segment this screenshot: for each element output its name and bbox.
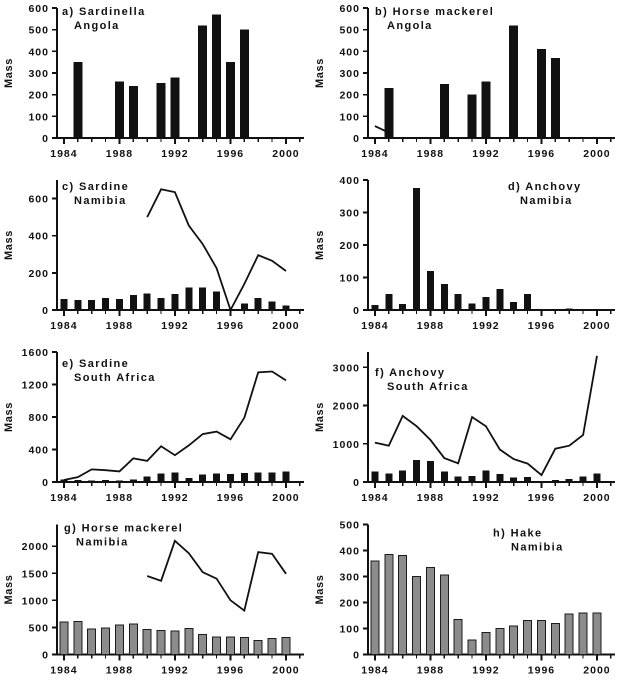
bar-1996 — [226, 637, 234, 654]
bar-1994 — [510, 626, 518, 655]
bar-1985 — [74, 300, 81, 310]
x-tick-label: 2000 — [583, 320, 611, 332]
bar-1990 — [455, 476, 462, 482]
bar-1988 — [427, 271, 434, 310]
bar-1989 — [440, 575, 448, 654]
chart-c — [0, 172, 311, 344]
bar-1984 — [60, 299, 67, 310]
y-tick-label: 800 — [28, 412, 49, 424]
bar-1991 — [158, 298, 165, 310]
bar-1995 — [524, 294, 531, 310]
bar-1994 — [510, 302, 517, 310]
x-tick-label: 1996 — [527, 664, 556, 677]
bar-1989 — [129, 624, 137, 654]
chart-a — [0, 0, 311, 172]
chart-b — [311, 0, 622, 172]
bar-series — [371, 460, 600, 482]
y-tick-label: 1600 — [21, 347, 49, 359]
bar-1988 — [115, 82, 124, 138]
bar-1993 — [185, 288, 192, 310]
x-tick-label: 1984 — [50, 148, 78, 160]
bar-1999 — [580, 476, 587, 482]
bar-1990 — [454, 619, 462, 654]
x-tick-label: 1992 — [161, 320, 189, 332]
y-tick-label: 100 — [339, 272, 360, 285]
bar-1991 — [468, 95, 477, 138]
x-tick-label: 1984 — [50, 320, 78, 332]
bar-1988 — [115, 625, 123, 655]
bar-1985 — [385, 554, 393, 654]
bar-1987 — [102, 480, 109, 482]
x-tick-label: 2000 — [272, 664, 300, 677]
y-tick-label: 0 — [353, 477, 360, 489]
bar-1990 — [455, 294, 462, 310]
bar-1996 — [226, 62, 235, 138]
bar-1984 — [371, 471, 378, 482]
y-tick-label: 100 — [28, 111, 49, 124]
bar-series — [73, 15, 249, 139]
bar-1984 — [60, 622, 68, 655]
bar-2000 — [282, 305, 289, 310]
bar-1997 — [552, 480, 559, 482]
bar-1997 — [552, 309, 559, 310]
bar-1991 — [469, 304, 476, 311]
panel-subtitle: Namibia — [520, 195, 573, 207]
bar-1989 — [130, 295, 137, 310]
bar-1991 — [468, 640, 476, 654]
y-axis-label: Mass — [3, 402, 15, 432]
panel-subtitle: Namibia — [511, 541, 564, 554]
x-tick-label: 1992 — [472, 664, 500, 677]
y-tick-label: 1500 — [21, 568, 49, 581]
y-tick-label: 200 — [339, 240, 360, 252]
bar-1999 — [268, 638, 276, 654]
x-tick-label: 1992 — [161, 492, 189, 504]
y-tick-label: 0 — [42, 133, 49, 145]
y-tick-label: 3000 — [332, 362, 360, 375]
bar-1995 — [213, 637, 221, 654]
y-tick-label: 300 — [339, 68, 360, 80]
bar-1990 — [144, 293, 151, 310]
x-tick-label: 1992 — [472, 320, 500, 332]
bar-1994 — [510, 477, 517, 482]
bar-1986 — [88, 480, 95, 482]
y-tick-label: 200 — [28, 89, 49, 102]
bar-1995 — [524, 621, 532, 655]
y-tick-label: 400 — [28, 444, 49, 457]
panel-title: e) Sardine — [62, 358, 130, 370]
x-tick-label: 1988 — [416, 664, 445, 677]
bar-1993 — [185, 629, 193, 655]
y-tick-label: 500 — [339, 519, 360, 532]
chart-h — [311, 516, 622, 689]
x-tick-label: 1988 — [416, 148, 445, 160]
bar-1997 — [241, 304, 248, 311]
bar-1992 — [481, 82, 490, 138]
bar-1994 — [198, 25, 207, 138]
bar-1993 — [185, 478, 192, 482]
bar-1989 — [129, 86, 138, 138]
y-tick-label: 0 — [353, 305, 360, 317]
x-tick-label: 1984 — [50, 492, 78, 504]
x-tick-label: 1996 — [216, 320, 245, 332]
y-tick-label: 100 — [339, 623, 360, 636]
x-tick-label: 1996 — [216, 492, 245, 504]
y-tick-label: 0 — [42, 649, 49, 662]
bar-1994 — [199, 634, 207, 654]
y-tick-label: 300 — [339, 207, 360, 220]
x-tick-label: 1996 — [527, 320, 556, 332]
chart-g — [0, 516, 311, 689]
x-tick-label: 1988 — [105, 148, 134, 160]
panel-e — [0, 344, 311, 516]
bar-1992 — [171, 294, 178, 310]
bar-1999 — [269, 302, 276, 310]
x-tick-label: 1992 — [161, 664, 189, 677]
bar-1992 — [482, 632, 490, 654]
bar-1987 — [413, 577, 421, 655]
panel-title: g) Horse mackerel — [64, 522, 184, 535]
y-tick-label: 200 — [28, 267, 49, 280]
bar-1993 — [496, 629, 504, 655]
bar-2000 — [593, 474, 600, 482]
x-tick-label: 2000 — [583, 664, 611, 677]
bar-1987 — [102, 298, 109, 310]
bar-1985 — [385, 294, 392, 310]
bar-1992 — [171, 631, 179, 654]
bar-series — [60, 471, 289, 482]
bar-1991 — [157, 83, 166, 138]
bar-1993 — [496, 289, 503, 310]
y-tick-label: 500 — [339, 24, 360, 37]
y-axis-label: Mass — [314, 58, 326, 88]
bar-1998 — [565, 614, 573, 654]
bar-1997 — [241, 473, 248, 482]
y-axis-label: Mass — [3, 230, 15, 260]
y-tick-label: 200 — [339, 597, 360, 610]
bar-1996 — [537, 621, 545, 655]
panel-title: a) Sardinella — [62, 6, 146, 18]
x-tick-label: 1988 — [105, 320, 134, 332]
bar-1992 — [171, 473, 178, 482]
y-tick-label: 400 — [339, 46, 360, 59]
y-tick-label: 400 — [28, 230, 49, 243]
chart-e — [0, 344, 311, 516]
bar-1988 — [116, 299, 123, 310]
x-tick-label: 1984 — [361, 492, 389, 504]
chart-f — [311, 344, 622, 516]
bar-2000 — [593, 613, 601, 655]
y-tick-label: 400 — [28, 46, 49, 59]
x-tick-label: 2000 — [272, 320, 300, 332]
x-tick-label: 2000 — [272, 148, 300, 160]
bar-1986 — [399, 471, 406, 482]
bar-1985 — [74, 621, 82, 654]
bar-1996 — [538, 481, 545, 482]
bar-1985 — [73, 62, 82, 138]
bar-1997 — [240, 638, 248, 655]
y-tick-label: 400 — [339, 175, 360, 187]
panel-f — [311, 344, 622, 516]
bar-1995 — [524, 477, 531, 482]
x-tick-label: 2000 — [583, 492, 611, 504]
bar-1984 — [371, 561, 379, 655]
bar-1994 — [199, 288, 206, 310]
bar-1995 — [213, 291, 220, 310]
bar-1987 — [102, 628, 110, 655]
bar-1991 — [469, 476, 476, 482]
y-tick-label: 0 — [42, 305, 49, 317]
y-axis-label: Mass — [314, 402, 326, 432]
panel-title: c) Sardine — [62, 181, 130, 193]
x-tick-label: 1992 — [161, 148, 189, 160]
bar-1996 — [227, 474, 234, 482]
y-tick-label: 2000 — [21, 541, 49, 554]
bar-1984 — [371, 305, 378, 310]
x-tick-label: 1992 — [472, 148, 500, 160]
x-tick-label: 1996 — [216, 664, 245, 677]
bar-1989 — [130, 480, 137, 482]
x-tick-label: 1992 — [472, 492, 500, 504]
panel-subtitle: South Africa — [387, 381, 469, 393]
x-tick-label: 2000 — [583, 148, 611, 160]
panel-subtitle: Namibia — [76, 536, 129, 549]
bar-1998 — [254, 640, 262, 654]
x-tick-label: 1984 — [361, 148, 389, 160]
bar-1995 — [212, 15, 221, 139]
y-axis-label: Mass — [3, 58, 15, 88]
bar-1987 — [413, 460, 420, 482]
y-tick-label: 500 — [28, 622, 49, 635]
bar-1999 — [579, 613, 587, 655]
bar-1988 — [116, 480, 123, 482]
panel-subtitle: Angola — [387, 20, 433, 32]
x-tick-label: 1988 — [416, 492, 445, 504]
bar-1999 — [269, 472, 276, 482]
x-tick-label: 1988 — [416, 320, 445, 332]
bar-1997 — [551, 623, 559, 654]
bar-series — [60, 621, 290, 654]
bar-series — [60, 288, 289, 310]
bar-series — [371, 554, 601, 654]
bar-1992 — [170, 77, 179, 138]
line-series — [64, 372, 286, 481]
panel-d — [311, 172, 622, 344]
y-tick-label: 0 — [42, 477, 49, 489]
chart-d — [311, 172, 622, 344]
bar-1989 — [441, 284, 448, 310]
y-tick-label: 600 — [28, 3, 49, 15]
bar-1993 — [496, 474, 503, 482]
bar-1998 — [255, 473, 262, 482]
x-tick-label: 1984 — [361, 664, 389, 677]
bar-1990 — [143, 630, 151, 655]
x-tick-label: 1996 — [527, 148, 556, 160]
y-axis-label: Mass — [314, 574, 326, 605]
y-tick-label: 200 — [339, 89, 360, 102]
panel-b — [311, 0, 622, 172]
x-tick-label: 1984 — [50, 664, 78, 677]
panel-g — [0, 516, 311, 689]
bar-series — [384, 25, 560, 138]
bar-2000 — [282, 638, 290, 655]
panel-h — [311, 516, 622, 689]
bar-1995 — [213, 473, 220, 482]
panel-title: d) Anchovy — [508, 181, 582, 193]
line-series — [147, 541, 286, 611]
x-tick-label: 1996 — [216, 148, 245, 160]
bar-1989 — [440, 84, 449, 138]
bar-1997 — [240, 30, 249, 138]
bar-1997 — [551, 58, 560, 138]
panel-a — [0, 0, 311, 172]
y-tick-label: 0 — [353, 133, 360, 145]
panel-subtitle: South Africa — [74, 372, 156, 384]
y-tick-label: 1200 — [21, 379, 49, 392]
y-tick-label: 1000 — [332, 438, 360, 451]
bar-1985 — [385, 473, 392, 482]
panel-title: b) Horse mackerel — [375, 6, 495, 18]
bar-1998 — [255, 298, 262, 310]
bar-1991 — [158, 473, 165, 482]
y-tick-label: 2000 — [332, 400, 360, 413]
bar-1985 — [74, 480, 81, 482]
bar-1996 — [537, 49, 546, 138]
y-tick-label: 600 — [339, 3, 360, 15]
panel-subtitle: Angola — [74, 20, 120, 32]
bar-1986 — [399, 556, 407, 655]
bar-1994 — [509, 25, 518, 138]
bar-1994 — [199, 474, 206, 482]
x-tick-label: 1996 — [527, 492, 556, 504]
x-tick-label: 1988 — [105, 492, 134, 504]
x-tick-label: 1984 — [361, 320, 389, 332]
bar-1992 — [482, 471, 489, 482]
y-tick-label: 400 — [339, 545, 360, 558]
y-axis-label: Mass — [314, 230, 326, 260]
y-tick-label: 500 — [28, 24, 49, 37]
bar-1998 — [566, 479, 573, 482]
panel-c — [0, 172, 311, 344]
y-tick-label: 300 — [28, 68, 49, 80]
bar-1988 — [427, 461, 434, 482]
bar-1992 — [482, 297, 489, 310]
bar-2000 — [282, 471, 289, 482]
bar-1986 — [88, 629, 96, 654]
y-tick-label: 300 — [339, 571, 360, 584]
bar-1989 — [441, 471, 448, 482]
x-tick-label: 2000 — [272, 492, 300, 504]
axes — [368, 180, 615, 310]
y-tick-label: 1000 — [21, 595, 49, 608]
panel-title: f) Anchovy — [375, 367, 446, 379]
y-tick-label: 600 — [28, 193, 49, 206]
y-axis-label: Mass — [3, 574, 15, 605]
bar-1991 — [157, 630, 165, 654]
y-tick-label: 0 — [353, 649, 360, 662]
panel-title: h) Hake — [493, 527, 543, 540]
bar-1987 — [413, 188, 420, 310]
bar-1986 — [399, 304, 406, 310]
bar-1998 — [566, 308, 573, 310]
panel-subtitle: Namibia — [74, 195, 127, 207]
bar-1988 — [426, 567, 434, 654]
x-tick-label: 1988 — [105, 664, 134, 677]
y-tick-label: 100 — [339, 111, 360, 124]
bar-1986 — [88, 300, 95, 310]
bar-1990 — [144, 476, 151, 482]
